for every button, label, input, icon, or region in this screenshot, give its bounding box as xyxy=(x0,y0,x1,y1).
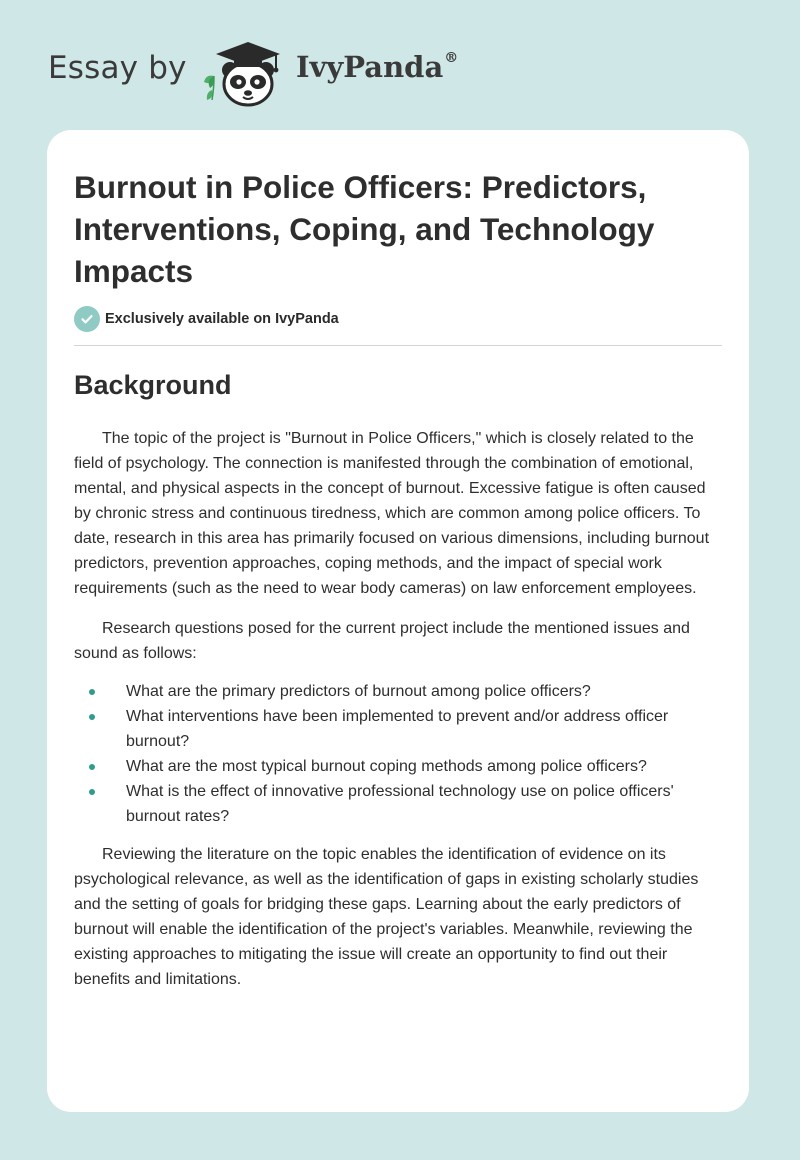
panda-graduation-cap-icon xyxy=(200,36,296,108)
paragraph: The topic of the project is "Burnout in Police Officers," which is closely related to the field of psychology. The connection is manifested through the combination of emotional, mental, and physical aspects in the concept of burnout. Excessive fatigue is often caused by chronic stress and continuous tiredness, which are common among police officers. To date, research in this area has primarily focused on various dimensions, including burnout predictors, prevention approaches, coping methods, and the impact of special work requirements (such as the need to wear body cameras) on law enforcement employees. xyxy=(74,430,710,597)
list-item: What are the primary predictors of burnout among police officers? xyxy=(74,679,724,704)
registered-mark: ® xyxy=(444,50,459,67)
exclusive-badge xyxy=(74,306,339,332)
brand-name[interactable]: IvyPanda® xyxy=(296,50,459,84)
divider xyxy=(74,345,722,346)
essay-body xyxy=(74,426,724,992)
essay-card xyxy=(47,130,749,1112)
list-item: What are the most typical burnout coping methods among police officers? xyxy=(74,754,724,779)
check-icon xyxy=(74,306,100,332)
essay-by-label: Essay by xyxy=(48,50,187,86)
research-questions-list xyxy=(74,679,724,829)
section-title: Background xyxy=(74,370,232,400)
site-header xyxy=(0,0,800,130)
list-item: What is the effect of innovative professional technology use on police officers' burnout rates? xyxy=(74,779,724,829)
paragraph: Reviewing the literature on the topic enables the identification of evidence on its psychological relevance, as well as the identification of gaps in existing scholarly studies and the setting of goals for bridging these gaps. Learning about the early predictors of burnout will enable the identification of the project's variables. Meanwhile, reviewing the existing approaches to mitigating the issue will create an opportunity to find out their benefits and limitations. xyxy=(74,846,699,988)
list-item: What interventions have been implemented to prevent and/or address officer burnout? xyxy=(74,704,724,754)
paragraph: Research questions posed for the current project include the mentioned issues and sound as follows: xyxy=(74,620,690,662)
essay-title: Burnout in Police Officers: Predictors, Interventions, Coping, and Technology Impacts xyxy=(74,169,655,289)
exclusive-label: Exclusively available on IvyPanda xyxy=(105,311,339,327)
